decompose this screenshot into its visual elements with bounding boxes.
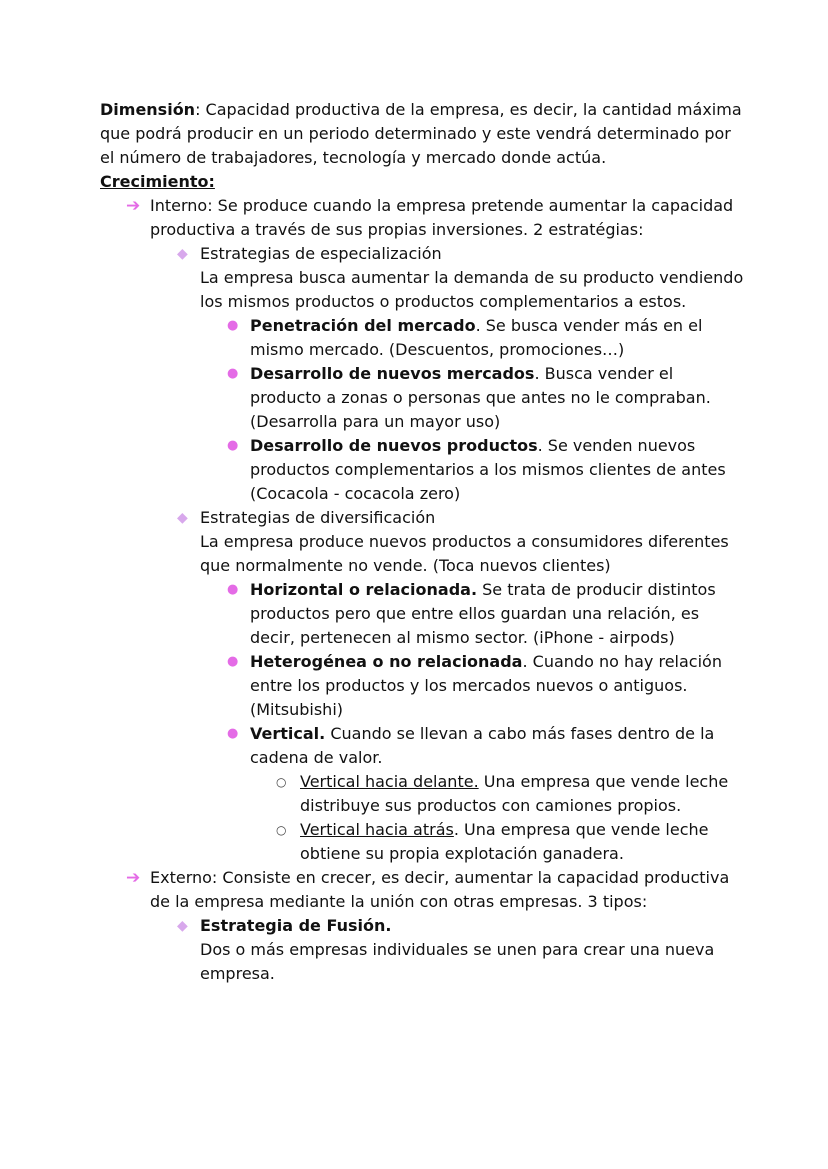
list-item xyxy=(100,722,748,770)
item-title: Vertical hacia delante. xyxy=(300,772,479,791)
intro-label: Dimensión xyxy=(100,100,196,119)
externo-text: Externo: Consiste en crecer, es decir, aumentar la capacidad productiva de la empresa mediante la unión con otras empresas. 3 tipos: xyxy=(150,868,730,911)
diversificacion-title: Estrategias de diversificación xyxy=(200,508,436,527)
arrow-bullet-icon: ➔ xyxy=(126,196,141,216)
dot-bullet-icon: ● xyxy=(227,438,239,453)
item-title: Vertical. xyxy=(250,724,326,743)
item-title: Desarrollo de nuevos mercados xyxy=(250,364,535,383)
section-heading xyxy=(100,170,748,194)
dot-bullet-icon: ● xyxy=(227,654,239,669)
circle-bullet-icon: ○ xyxy=(276,823,287,837)
fusion-desc: Dos o más empresas individuales se unen para crear una nueva empresa. xyxy=(200,940,715,983)
list-item xyxy=(100,434,748,506)
diversificacion-item xyxy=(100,506,748,578)
diamond-bullet-icon: ◆ xyxy=(177,246,188,262)
diamond-bullet-icon: ◆ xyxy=(177,510,188,526)
fusion-title: Estrategia de Fusión. xyxy=(200,916,392,935)
crecimiento-heading: Crecimiento: xyxy=(100,172,215,191)
dot-bullet-icon: ● xyxy=(227,582,239,597)
diamond-bullet-icon: ◆ xyxy=(177,918,188,934)
circle-bullet-icon: ○ xyxy=(276,775,287,789)
dot-bullet-icon: ● xyxy=(227,366,239,381)
fusion-item xyxy=(100,914,748,986)
item-text: Una empresa que vende leche distribuye sus productos con camiones propios. xyxy=(300,772,729,815)
item-title: Penetración del mercado xyxy=(250,316,476,335)
list-item xyxy=(100,578,748,650)
item-text: Cuando se llevan a cabo más fases dentro de la cadena de valor. xyxy=(250,724,715,767)
arrow-bullet-icon: ➔ xyxy=(126,868,141,888)
especializacion-item xyxy=(100,242,748,314)
item-title: Vertical hacia atrás xyxy=(300,820,454,839)
item-text: . Cuando no hay relación entre los productos y los mercados nuevos o antiguos. (Mitsubishi) xyxy=(250,652,722,719)
dot-bullet-icon: ● xyxy=(227,318,239,333)
diversificacion-desc: La empresa produce nuevos productos a consumidores diferentes que normalmente no vende. (Toca nuevos clientes) xyxy=(200,532,729,575)
list-item xyxy=(100,650,748,722)
item-title: Heterogénea o no relacionada xyxy=(250,652,523,671)
intro-paragraph xyxy=(100,98,748,170)
list-item xyxy=(100,818,748,866)
intro-text: : Capacidad productiva de la empresa, es decir, la cantidad máxima que podrá producir en un periodo determinado y este vendrá determinado por el número de trabajadores, tecnología y mercado donde actúa. xyxy=(100,100,742,167)
interno-text: Interno: Se produce cuando la empresa pretende aumentar la capacidad productiva a través de sus propias inversiones. 2 estratégias: xyxy=(150,196,734,239)
item-text: . Se busca vender más en el mismo mercado. (Descuentos, promociones…) xyxy=(250,316,703,359)
list-item xyxy=(100,314,748,362)
list-item xyxy=(100,362,748,434)
interno-item xyxy=(100,194,748,242)
item-title: Horizontal o relacionada. xyxy=(250,580,478,599)
list-item xyxy=(100,770,748,818)
item-text: . Se venden nuevos productos complementarios a los mismos clientes de antes (Cocacola - cocacola zero) xyxy=(250,436,726,503)
especializacion-desc: La empresa busca aumentar la demanda de su producto vendiendo los mismos productos o productos complementarios a estos. xyxy=(200,268,744,311)
item-title: Desarrollo de nuevos productos xyxy=(250,436,538,455)
item-text: Se trata de producir distintos productos pero que entre ellos guardan una relación, es decir, pertenecen al mismo sector. (iPhone - airpods) xyxy=(250,580,716,647)
dot-bullet-icon: ● xyxy=(227,726,239,741)
especializacion-title: Estrategias de especialización xyxy=(200,244,442,263)
externo-item xyxy=(100,866,748,914)
item-text: . Busca vender el producto a zonas o personas que antes no le compraban. (Desarrolla para un mayor uso) xyxy=(250,364,711,431)
item-text: . Una empresa que vende leche obtiene su propia explotación ganadera. xyxy=(300,820,709,863)
